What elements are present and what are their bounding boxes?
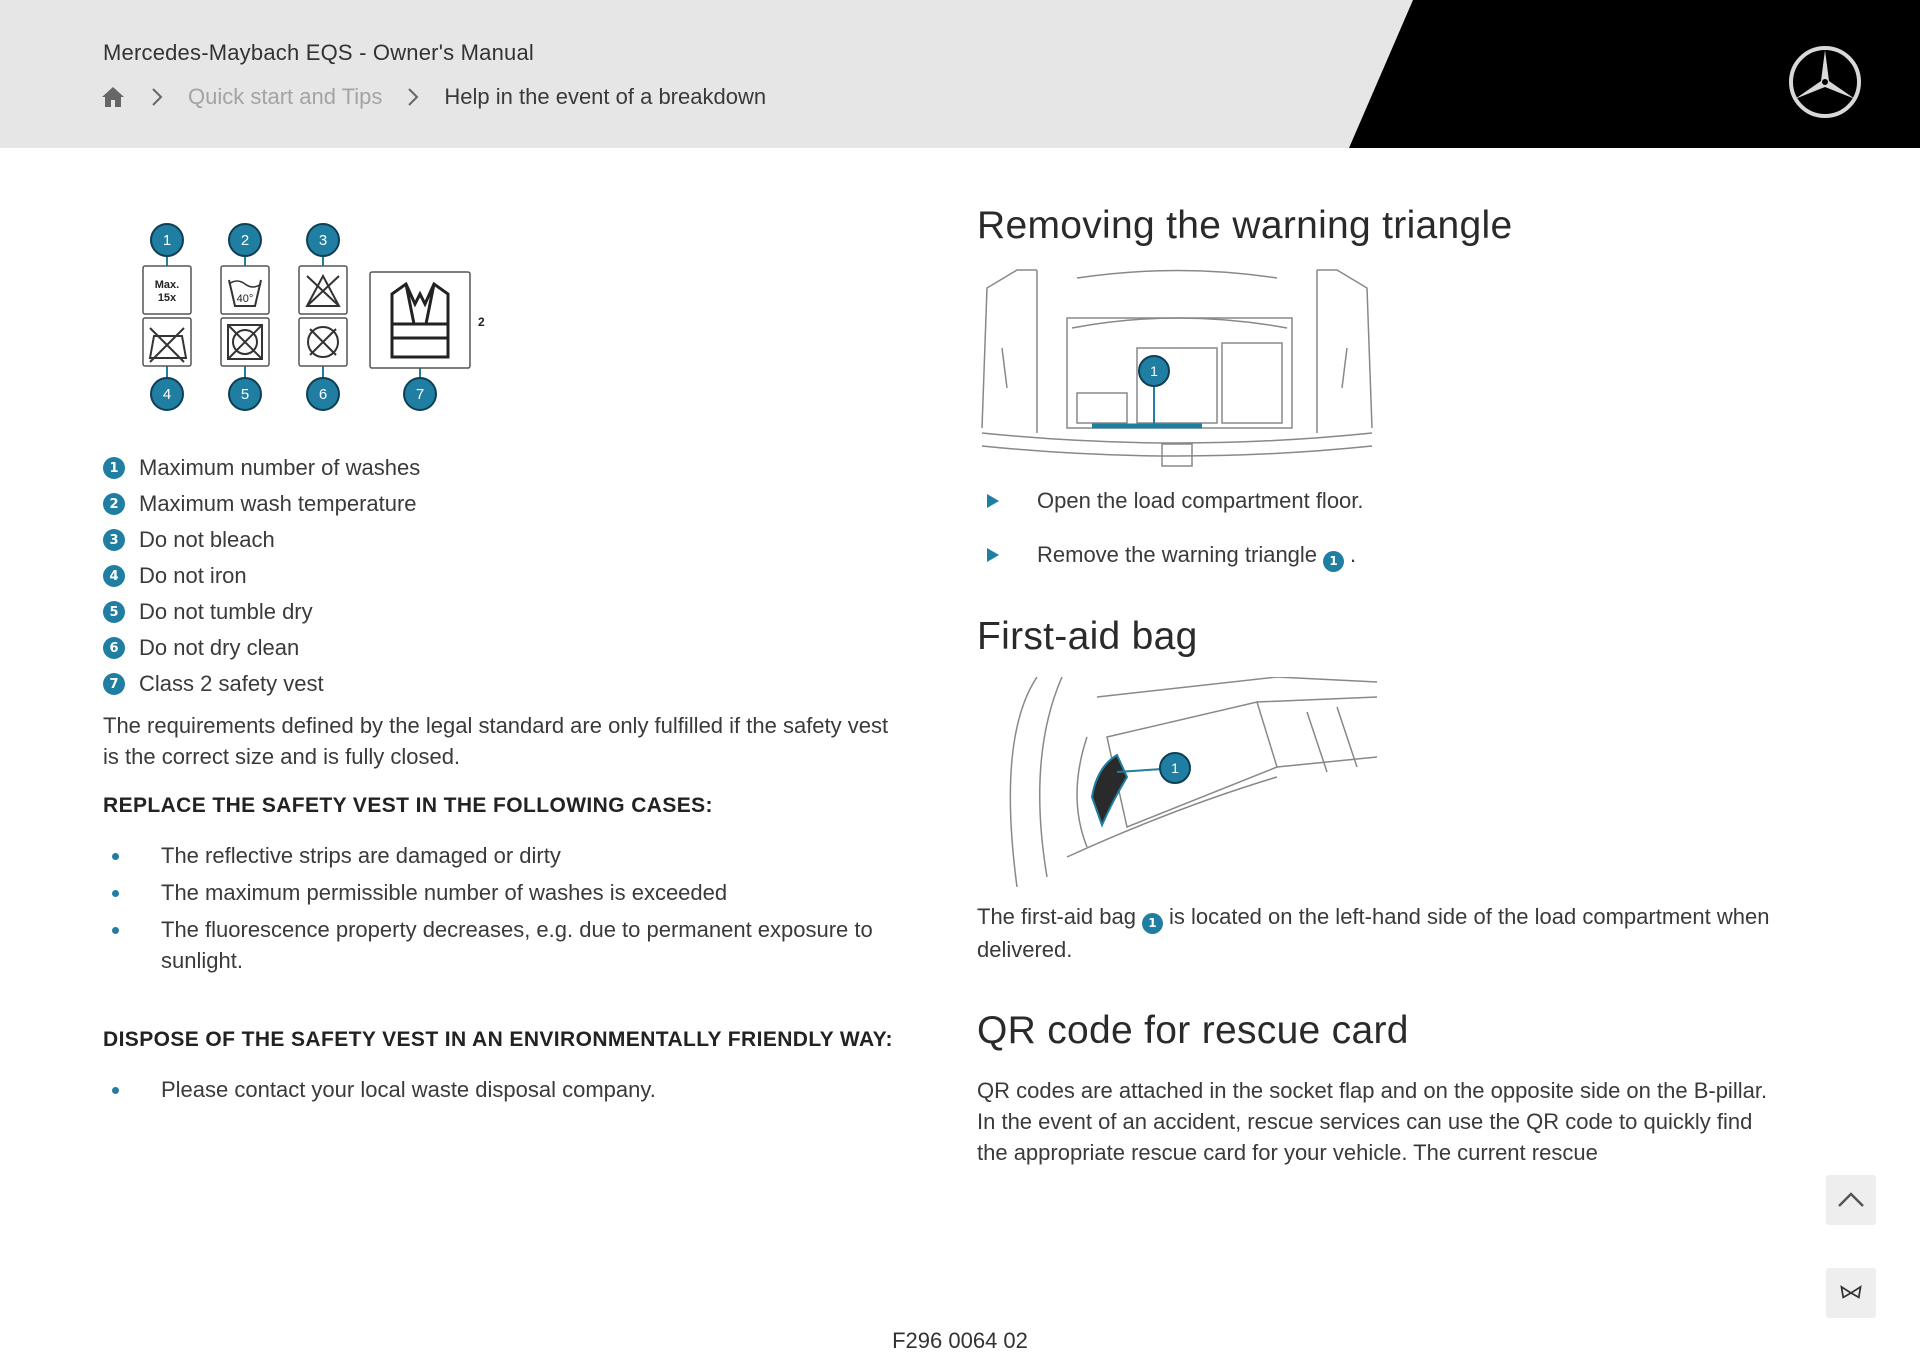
bullet-icon bbox=[112, 890, 119, 897]
butterfly-icon bbox=[1838, 1284, 1864, 1302]
step-text: Open the load compartment floor. bbox=[1037, 488, 1364, 513]
care-symbol-legend bbox=[103, 450, 913, 702]
bullet-icon bbox=[112, 927, 119, 934]
left-column bbox=[103, 200, 913, 1105]
callout-badge: 6 bbox=[103, 637, 125, 659]
callout-number: 1 bbox=[1171, 760, 1179, 776]
step-arrow-icon bbox=[987, 494, 999, 508]
page-header bbox=[0, 0, 1920, 148]
legend-item bbox=[103, 558, 913, 594]
step-item bbox=[977, 539, 1797, 593]
callout-badge: 2 bbox=[103, 493, 125, 515]
legend-text: Do not tumble dry bbox=[139, 599, 313, 624]
mercedes-star-logo-icon[interactable] bbox=[1787, 44, 1863, 120]
assistant-button[interactable] bbox=[1826, 1268, 1876, 1318]
legend-text: Class 2 safety vest bbox=[139, 671, 324, 696]
first-aid-illustration bbox=[977, 677, 1377, 887]
first-aid-paragraph bbox=[977, 901, 1787, 965]
legend-item bbox=[103, 594, 913, 630]
vest-class-label: 2 bbox=[478, 315, 485, 329]
list-item-text: Please contact your local waste disposal company. bbox=[161, 1077, 656, 1102]
callout-number: 7 bbox=[415, 386, 425, 403]
legend-text: Do not dry clean bbox=[139, 635, 300, 660]
legend-item bbox=[103, 522, 913, 558]
list-item bbox=[103, 840, 913, 871]
right-column bbox=[977, 200, 1797, 1168]
callout-number: 4 bbox=[162, 386, 172, 403]
callout-badge: 4 bbox=[103, 565, 125, 587]
home-icon[interactable] bbox=[100, 85, 126, 109]
requirements-paragraph: The requirements defined by the legal standard are only fulfilled if the safety vest is the correct size and is fully closed. bbox=[103, 713, 889, 769]
max-count-label: 15x bbox=[157, 292, 177, 304]
list-item-text: The maximum permissible number of washes is exceeded bbox=[161, 880, 728, 905]
bullet-icon bbox=[112, 853, 119, 860]
max-label: Max. bbox=[154, 279, 180, 291]
step-arrow-icon bbox=[987, 548, 999, 562]
legend-text: Maximum number of washes bbox=[139, 455, 421, 480]
care-symbols-figure bbox=[130, 212, 530, 432]
callout-number: 2 bbox=[240, 232, 250, 249]
list-item bbox=[103, 914, 903, 976]
legend-item bbox=[103, 630, 913, 666]
document-title: Mercedes-Maybach EQS - Owner's Manual bbox=[103, 40, 534, 65]
wash-temp-label: 40° bbox=[236, 293, 254, 305]
breadcrumb bbox=[100, 82, 766, 112]
header-black-band bbox=[0, 0, 1920, 148]
callout-number: 1 bbox=[1150, 363, 1158, 379]
chevron-up-icon bbox=[1836, 1190, 1866, 1210]
callout-number: 5 bbox=[240, 386, 250, 403]
callout-badge: 1 bbox=[1323, 551, 1344, 572]
legend-item bbox=[103, 486, 913, 522]
dispose-heading: DISPOSE OF THE SAFETY VEST IN AN ENVIRONMENTALLY FRIENDLY WAY: bbox=[103, 1028, 893, 1051]
legend-item bbox=[103, 666, 913, 702]
warning-triangle-heading: Removing the warning triangle bbox=[977, 204, 1513, 247]
breadcrumb-current: Help in the event of a breakdown bbox=[444, 84, 767, 109]
chevron-right-icon bbox=[150, 87, 164, 107]
chevron-right-icon bbox=[406, 87, 420, 107]
warning-triangle-steps bbox=[977, 485, 1797, 593]
qr-code-paragraph: QR codes are attached in the socket flap and on the opposite side on the B-pillar. In the event of an accident, rescue services can use the QR code to quickly find the appropriate rescue card for your vehicle. The current rescue bbox=[977, 1078, 1768, 1165]
scroll-to-top-button[interactable] bbox=[1826, 1175, 1876, 1225]
load-compartment-illustration bbox=[977, 268, 1377, 473]
dispose-list bbox=[103, 1074, 913, 1105]
legend-text: Do not bleach bbox=[139, 527, 275, 552]
list-item-text: The reflective strips are damaged or dirty bbox=[161, 843, 561, 868]
first-aid-text-after: is located on the left-hand side of the load compartment when delivered. bbox=[977, 904, 1770, 962]
qr-code-heading: QR code for rescue card bbox=[977, 1009, 1409, 1052]
first-aid-text-before: The first-aid bag bbox=[977, 904, 1136, 929]
replace-heading: REPLACE THE SAFETY VEST IN THE FOLLOWING CASES: bbox=[103, 794, 713, 817]
callout-badge: 5 bbox=[103, 601, 125, 623]
bullet-icon bbox=[112, 1087, 119, 1094]
step-period: . bbox=[1350, 542, 1357, 567]
legend-text: Maximum wash temperature bbox=[139, 491, 417, 516]
breadcrumb-link-quick-start[interactable]: Quick start and Tips bbox=[188, 84, 383, 109]
legend-text: Do not iron bbox=[139, 563, 247, 588]
step-text: Remove the warning triangle bbox=[1037, 542, 1318, 567]
callout-number: 3 bbox=[318, 232, 328, 249]
first-aid-heading: First-aid bag bbox=[977, 615, 1198, 658]
list-item bbox=[103, 877, 913, 908]
callout-badge: 1 bbox=[1142, 913, 1163, 934]
callout-number: 1 bbox=[162, 232, 172, 249]
step-item bbox=[977, 485, 1797, 539]
callout-badge: 7 bbox=[103, 673, 125, 695]
callout-badge: 1 bbox=[103, 457, 125, 479]
legend-item bbox=[103, 450, 913, 486]
callout-badge: 3 bbox=[103, 529, 125, 551]
list-item-text: The fluorescence property decreases, e.g. due to permanent exposure to sunlight. bbox=[161, 917, 873, 973]
list-item bbox=[103, 1074, 913, 1105]
callout-number: 6 bbox=[318, 386, 328, 403]
figure-code: F296 0064 02 bbox=[892, 1328, 1028, 1353]
replace-list bbox=[103, 840, 913, 976]
